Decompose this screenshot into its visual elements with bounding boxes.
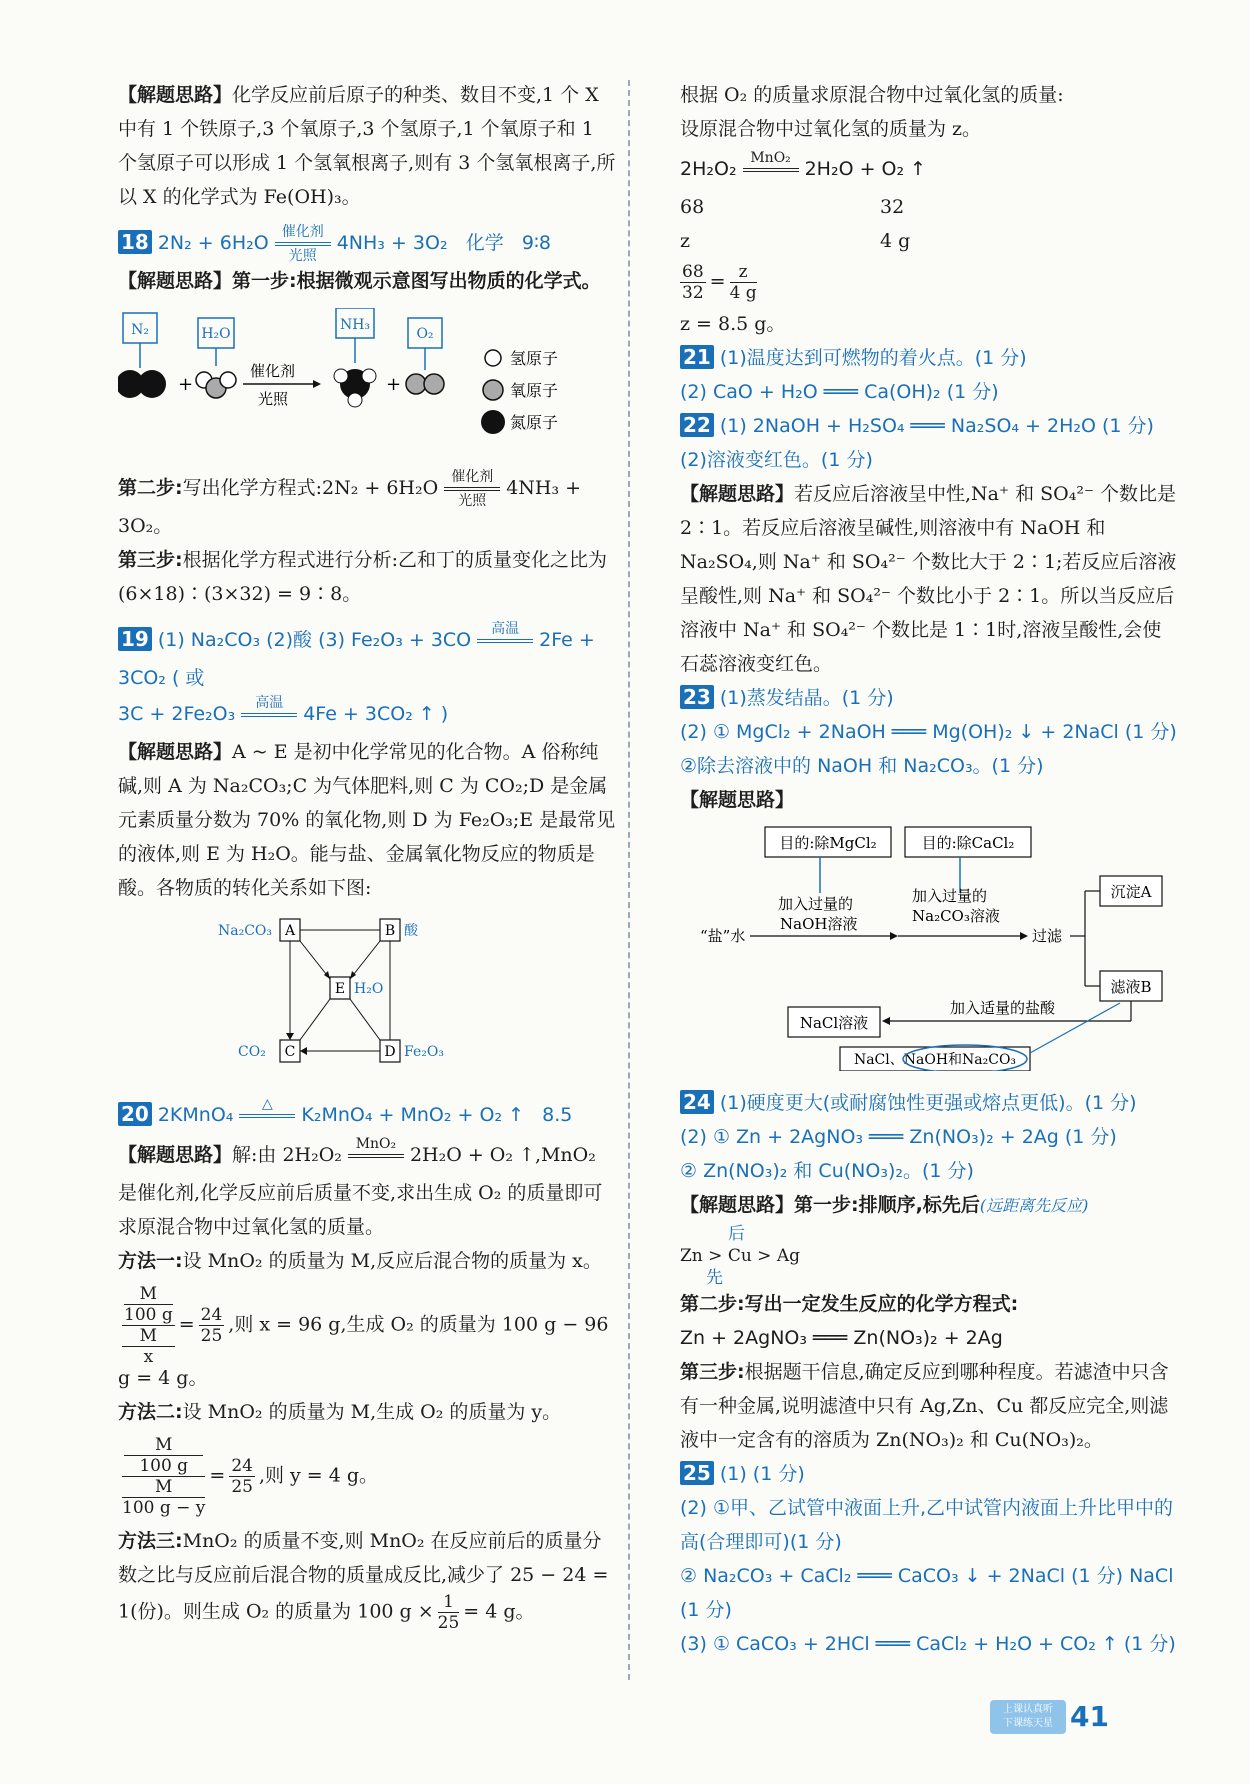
q21-a2: (2) CaO + H₂O ═══ Ca(OH)₂ (1 分): [680, 381, 999, 403]
q20-method1-eq: M 100 g M x = $\frac{24}{25}$ ,则 x = 96 g,生成 O₂ 的质量为 100 g − 96 g = 4 g。: [118, 1284, 609, 1389]
note-b: 酸: [404, 923, 418, 939]
flow-step1: 加入过量的: [778, 895, 854, 913]
q19-number: 19: [118, 627, 152, 651]
q20-cont-ratio: $\frac{68}{32}$ = $\frac{z}{4 g}$: [682, 262, 757, 303]
legend-h: 氢原子: [510, 349, 559, 368]
q23-a2: (2) ① MgCl₂ + 2NaOH ═══ Mg(OH)₂ ↓ + 2NaCl (1 分): [680, 721, 1177, 743]
q24-step2: 第二步:写出一定发生反应的化学方程式:: [680, 1293, 1019, 1315]
q24-a3: ② Zn(NO₃)₂ 和 Cu(NO₃)₂。(1 分): [680, 1160, 974, 1182]
flow-nacl: NaCl溶液: [799, 1014, 869, 1032]
column-divider: [628, 80, 630, 1680]
q20-cont-mass: 68 32: [680, 196, 905, 218]
q20-answer: 20 2KMnO₄ △ K₂MnO₄ + MnO₂ + O₂ ↑ 8.5: [118, 1096, 618, 1136]
q20-thinking: 【解题思路】解:由 2H₂O₂ MnO₂ 2H₂O + O₂ ↑,MnO₂ 是催化剂,化学反应前后质量不变,求出生成 O₂ 的质量即可求原混合物中过氧化氢的质量。: [118, 1136, 603, 1238]
flow-ppt: 沉淀A: [1110, 883, 1152, 901]
footer-slogan: 上课认真听 下课练天星: [990, 1700, 1066, 1734]
q25-number: 25: [680, 1461, 714, 1485]
q25-a3: ② Na₂CO₃ + CaCl₂ ═══ CaCO₃ ↓ + 2NaCl (1 分) NaCl (1 分): [680, 1565, 1174, 1621]
q20-method3-line2: 1(份)。则生成 O₂ 的质量为 100 g × $\frac{1}{25}$ = 4 g。: [118, 1592, 535, 1633]
flow-step1b: NaOH溶液: [780, 915, 858, 933]
q21-a1: 21 (1)温度达到可燃物的着火点。(1 分): [680, 341, 1180, 375]
note-e: H₂O: [354, 981, 384, 997]
goal-mgcl2: 目的:除MgCl₂: [779, 834, 877, 852]
q20-cont-eq: 2H₂O₂ MnO₂ 2H₂O + O₂ ↑: [680, 150, 927, 180]
q24-order: 后 Zn > Cu > Ag 先: [680, 1224, 800, 1288]
q19-answer-line2: 3C + 2Fe₂O₃ 高温 4Fe + 3CO₂ ↑ ): [118, 695, 449, 725]
legend-n: 氮原子: [510, 413, 559, 432]
q18-micro-diagram: [118, 308, 618, 459]
q24-number: 24: [680, 1090, 714, 1114]
flow-acid: 加入适量的盐酸: [950, 999, 1056, 1017]
q22-a2: (2)溶液变红色。(1 分): [680, 449, 873, 471]
label-o2: O₂: [416, 326, 434, 342]
node-a: A: [284, 923, 296, 939]
q24-thinking: 【解题思路】第一步:排顺序,标先后(远距离先反应): [680, 1194, 1089, 1216]
q23-flow-diagram: [680, 821, 1180, 1082]
label-nh3: NH₃: [339, 317, 371, 333]
note-d: Fe₂O₃: [404, 1044, 444, 1060]
flow-step2b: Na₂CO₃溶液: [912, 907, 1000, 925]
legend-o: 氧原子: [510, 381, 559, 400]
q20-method2-eq: M 100 g M 100 g − y = $\frac{24}{25}$ ,则 y = 4 g。: [122, 1435, 379, 1518]
q18-answer: 18 2N₂ + 6H₂O 催化剂 光照 4NH₃ + 3O₂ 化学 9∶8: [118, 224, 618, 264]
q20-method1: 方法一:设 MnO₂ 的质量为 M,反应后混合物的质量为 x。: [118, 1250, 602, 1272]
node-b: B: [384, 923, 396, 939]
q25-a1: 25 (1) (1 分): [680, 1457, 1180, 1491]
node-c: C: [284, 1044, 296, 1060]
q23-a3: ②除去溶液中的 NaOH 和 Na₂CO₃。(1 分): [680, 755, 1044, 777]
q18-number: 18: [118, 230, 152, 254]
node-e: E: [334, 981, 346, 997]
q19-thinking: 【解题思路】A ~ E 是初中化学常见的化合物。A 俗称纯碱,则 A 为 Na₂CO₃;C 为气体肥料,则 C 为 CO₂;D 是金属元素质量分数为 70% 的氧化物,则 D 为 Fe₂O₃;E 是最常见的液体,则 E 为 H₂O。能与盐、金属氧化物反应的物质是酸。各物质的转化关系如下图:: [118, 741, 616, 899]
q23-a1: 23 (1)蒸发结晶。(1 分): [680, 681, 1180, 715]
q24-eq: Zn + 2AgNO₃ ═══ Zn(NO₃)₂ + 2Ag: [680, 1327, 1003, 1349]
page-number: 41: [1070, 1700, 1109, 1733]
q23-number: 23: [680, 685, 714, 709]
flow-step2: 加入过量的: [912, 887, 988, 905]
q18-step2: 第二步:写出化学方程式:2N₂ + 6H₂O 催化剂 光照 4NH₃ + 3O₂。: [118, 469, 582, 537]
q18-thinking: 【解题思路】第一步:根据微观示意图写出物质的化学式。: [118, 270, 601, 292]
q20-cont-result: z = 8.5 g。: [680, 313, 786, 335]
note-c: CO₂: [238, 1044, 266, 1060]
intro-paragraph: 【解题思路】化学反应前后原子的种类、数目不变,1 个 X 中有 1 个铁原子,3 个氧原子,3 个氢原子,1 个氧原子和 1 个氢原子可以形成 1 个氢氧根离子,则有 3 个氢氧根离子,所以 X 的化学式为 Fe(OH)₃。: [118, 84, 616, 208]
q25-a2: (2) ①甲、乙试管中液面上升,乙中试管内液面上升比甲中的高(合理即可)(1 分): [680, 1497, 1174, 1553]
q24-a2: (2) ① Zn + 2AgNO₃ ═══ Zn(NO₃)₂ + 2Ag (1 分): [680, 1126, 1117, 1148]
q20-cont-vars: z 4 g: [680, 230, 911, 252]
goal-cacl2: 目的:除CaCl₂: [921, 834, 1015, 852]
q19-answer-line1: 19 (1) Na₂CO₃ (2)酸 (3) Fe₂O₃ + 3CO 高温 2Fe + 3CO₂ ( 或: [118, 621, 595, 689]
q24-a1: 24 (1)硬度更大(或耐腐蚀性更强或熔点更低)。(1 分): [680, 1086, 1180, 1120]
label-n2: N₂: [131, 322, 149, 338]
plus-2: +: [386, 374, 402, 395]
q18-step3: 第三步:根据化学方程式进行分析:乙和丁的质量变化之比为(6×18)∶(3×32) = 9∶8。: [118, 549, 608, 605]
flow-filter: 过滤: [1032, 927, 1063, 945]
q19-relation-diagram: [118, 915, 618, 1086]
left-column: [118, 78, 618, 1633]
q20-method2: 方法二:设 MnO₂ 的质量为 M,生成 O₂ 的质量为 y。: [118, 1401, 562, 1423]
flow-filtrate: 滤液B: [1110, 978, 1152, 996]
q20-cont-line1: 根据 O₂ 的质量求原混合物中过氧化氢的质量:: [680, 84, 1064, 106]
q20-cont-line2: 设原混合物中过氧化氢的质量为 z。: [680, 118, 982, 140]
cond-light: 光照: [258, 390, 289, 408]
q22-thinking: 【解题思路】若反应后溶液呈中性,Na⁺ 和 SO₄²⁻ 个数比是 2∶1。若反应后溶液呈碱性,则溶液中有 NaOH 和 Na₂SO₄,则 Na⁺ 和 SO₄²⁻ 个数比大于 2∶1;若反应后溶液呈酸性,则 Na⁺ 和 SO₄²⁻ 个数比小于 2∶1。所以当反应后溶液中 Na⁺ 和 SO₄²⁻ 个数比是 1∶1时,溶液呈酸性,会使石蕊溶液变红色。: [680, 483, 1177, 675]
q20-method3: 方法三:MnO₂ 的质量不变,则 MnO₂ 在反应前后的质量分数之比与反应前后混合物的质量成反比,减少了 25 − 24 =: [118, 1530, 609, 1586]
node-d: D: [384, 1044, 396, 1060]
right-column: [680, 78, 1180, 1661]
q24-step3: 第三步:根据题干信息,确定反应到哪种程度。若滤渣中只含有一种金属,说明滤渣中只有 Ag,Zn、Cu 都反应完全,则滤液中一定含有的溶质为 Zn(NO₃)₂ 和 Cu(NO₃)₂。: [680, 1361, 1169, 1451]
plus-1: +: [178, 374, 194, 395]
q23-thinking: 【解题思路】: [680, 789, 795, 811]
q25-a4: (3) ① CaCO₃ + 2HCl ═══ CaCl₂ + H₂O + CO₂ ↑ (1 分): [680, 1633, 1176, 1655]
flow-mix: NaCl、NaOH和Na₂CO₃: [853, 1052, 1017, 1068]
q21-number: 21: [680, 345, 714, 369]
note-a: Na₂CO₃: [218, 923, 273, 939]
flow-start: “盐”水: [700, 927, 746, 945]
label-h2o: H₂O: [201, 326, 231, 342]
q22-a1: 22 (1) 2NaOH + H₂SO₄ ═══ Na₂SO₄ + 2H₂O (1 分): [680, 409, 1180, 443]
q22-number: 22: [680, 413, 714, 437]
q20-number: 20: [118, 1102, 152, 1126]
cond-cat: 催化剂: [250, 362, 296, 380]
